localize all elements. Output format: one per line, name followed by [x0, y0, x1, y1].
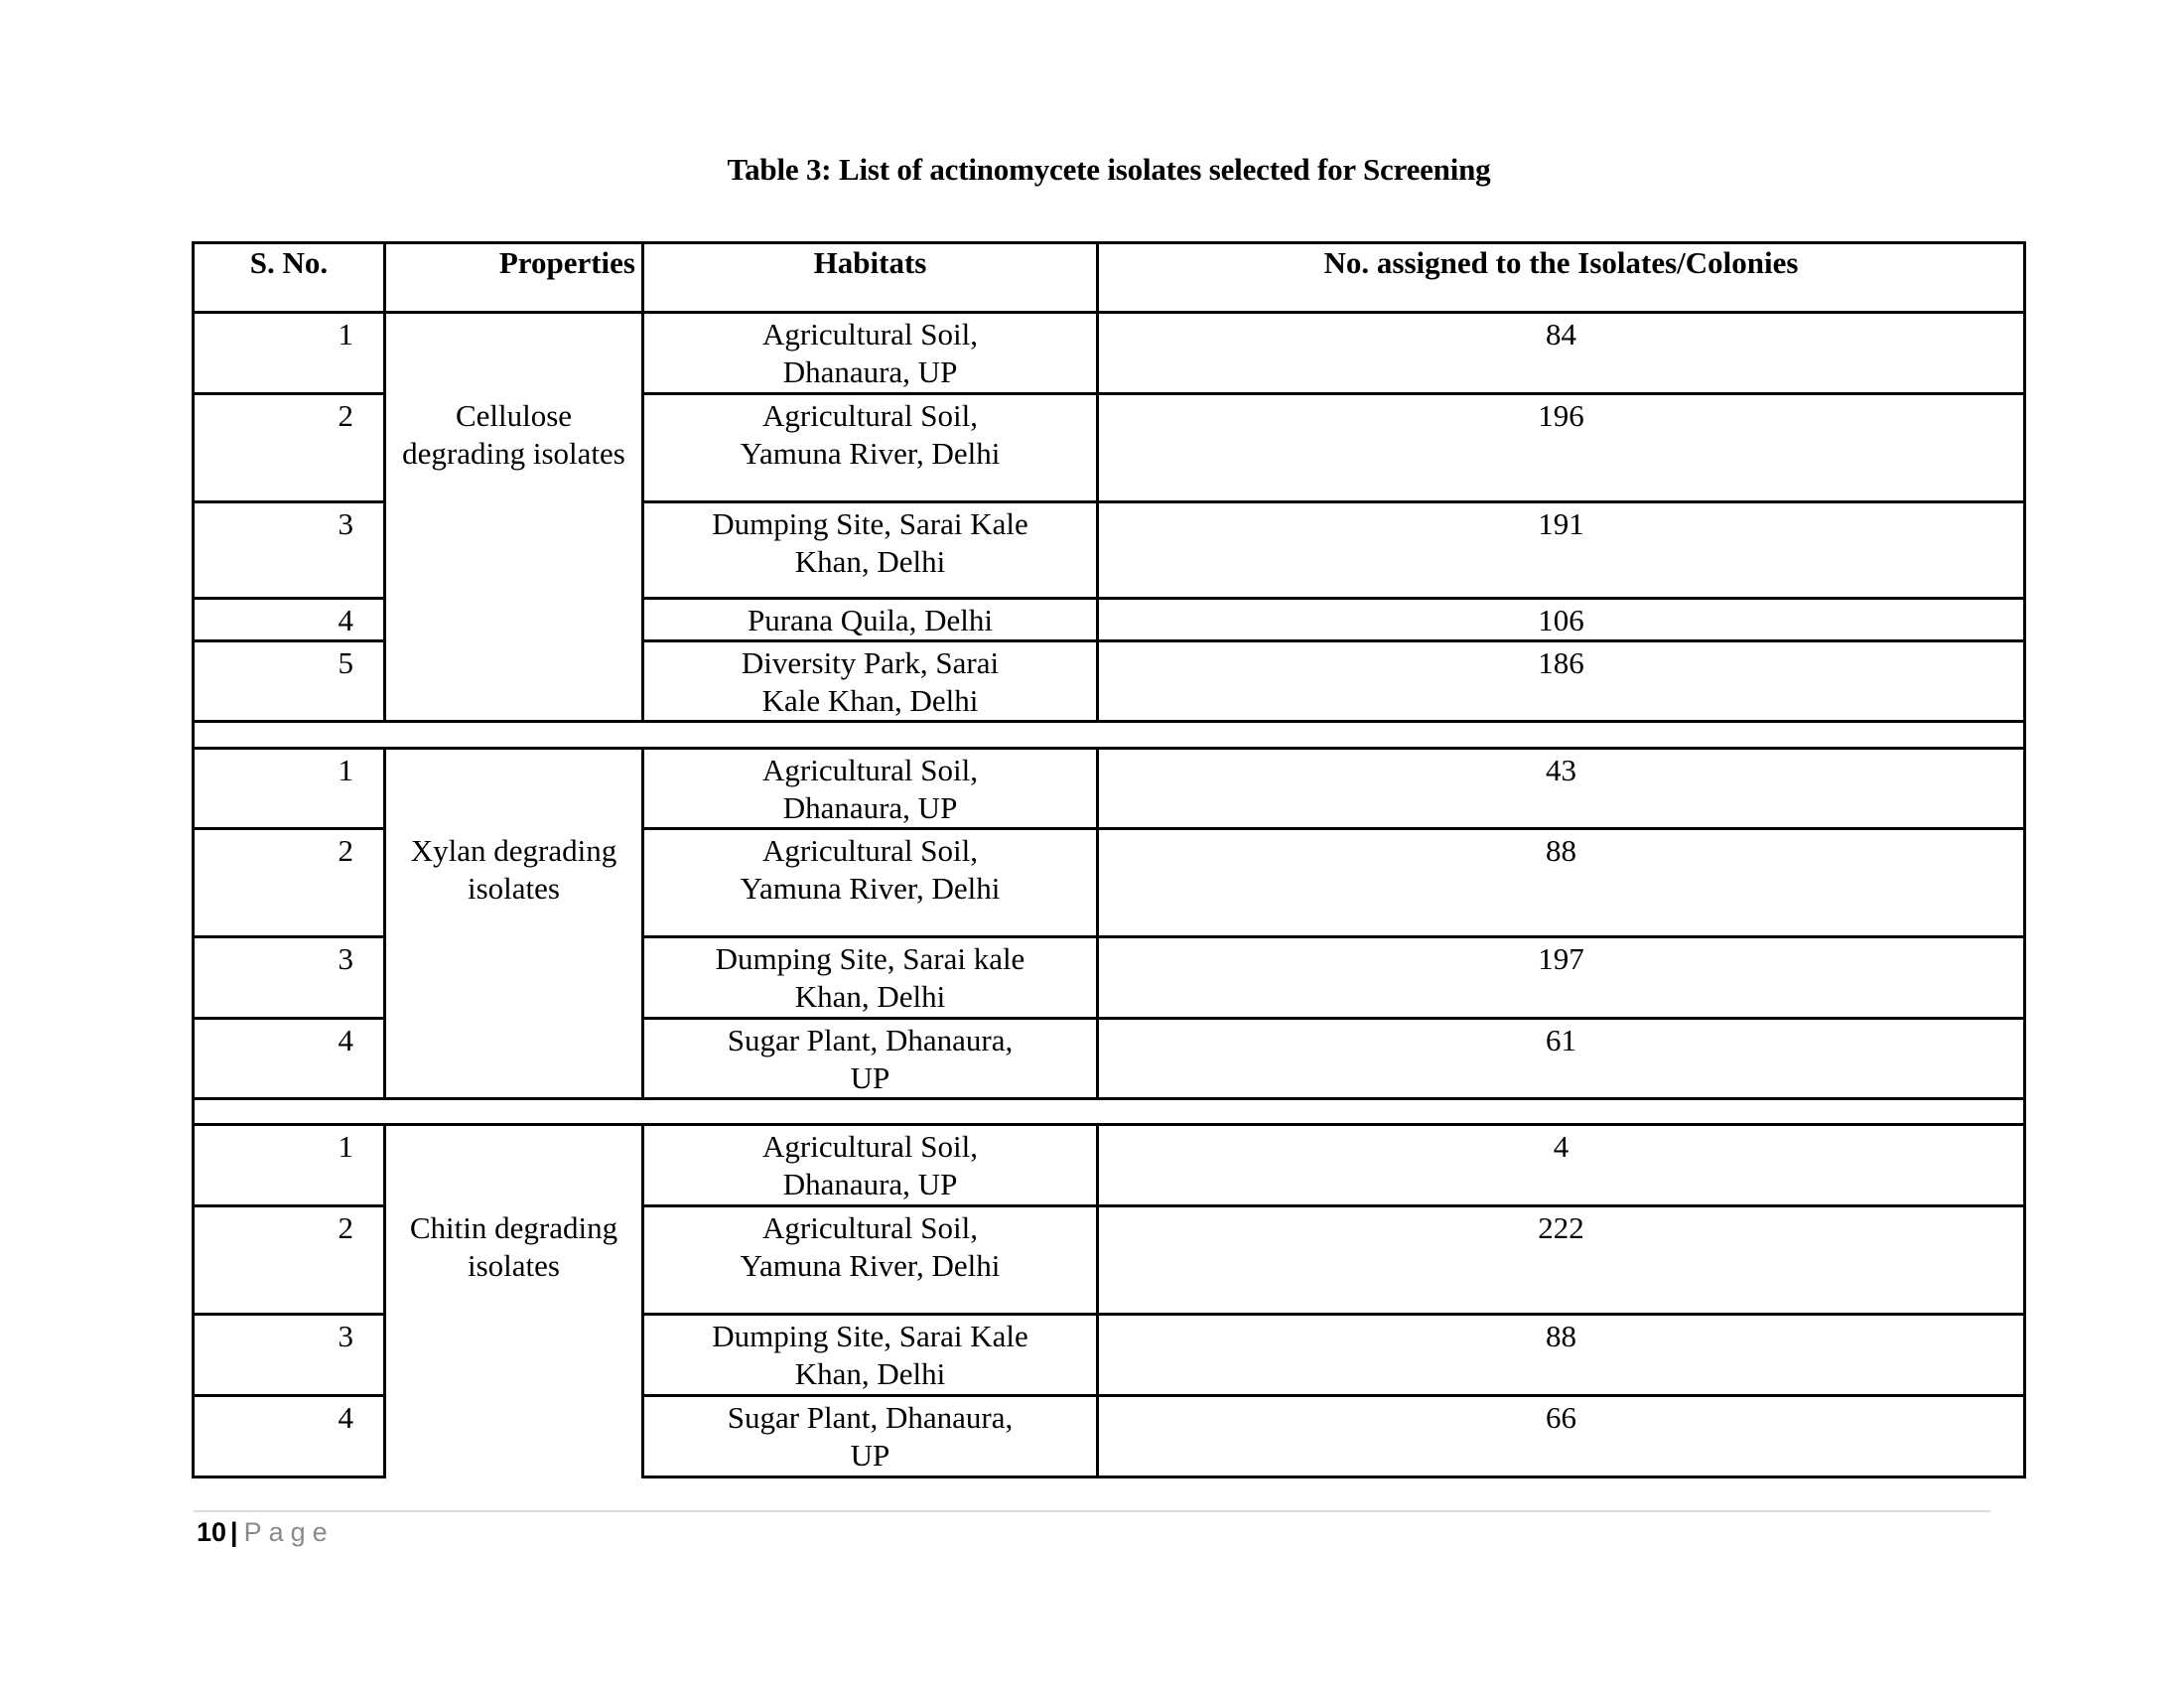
table-border-right: [2023, 311, 2026, 723]
table-border-right: [2023, 720, 2026, 750]
serial-number-cell: 4: [338, 603, 353, 637]
header-properties: Properties: [498, 245, 635, 280]
habitat-line: Sugar Plant, Dhanaura,: [727, 1400, 1014, 1435]
habitat-line: Dumping Site, Sarai Kale: [712, 506, 1028, 541]
row-divider: [192, 639, 386, 642]
row-divider: [641, 500, 2026, 503]
habitat-line: Dhanaura, UP: [782, 790, 958, 825]
row-divider: [192, 720, 386, 723]
habitat-line: Diversity Park, Sarai: [741, 645, 1000, 680]
isolate-number-cell: 84: [1546, 317, 1576, 352]
serial-number-cell: 5: [338, 645, 353, 680]
habitat-line: Purana Quila, Delhi: [747, 603, 994, 637]
header-column-border: [383, 241, 386, 314]
row-divider: [641, 935, 2026, 938]
serial-number-cell: 2: [338, 833, 353, 868]
table-border-right: [2023, 1097, 2026, 1126]
row-divider: [192, 1313, 386, 1316]
isolate-number-cell: 88: [1546, 833, 1576, 868]
isolate-number-cell: 191: [1538, 506, 1584, 541]
property-label-line: Xylan degrading: [410, 833, 617, 868]
header-column-border: [192, 241, 195, 314]
column-border: [383, 311, 386, 723]
row-divider: [192, 827, 386, 830]
row-divider: [641, 827, 2026, 830]
isolate-number-cell: 197: [1538, 941, 1584, 976]
serial-number-cell: 1: [338, 1129, 353, 1164]
row-divider: [641, 1476, 2026, 1478]
habitat-cell: [644, 602, 1096, 639]
property-label-line: Chitin degrading: [409, 1210, 618, 1245]
row-divider: [192, 392, 386, 395]
row-divider: [641, 720, 2026, 723]
isolate-number-cell: 43: [1546, 753, 1576, 787]
spacer-row-divider: [192, 747, 2026, 750]
row-divider: [641, 1017, 2026, 1020]
isolate-number-cell: 222: [1538, 1210, 1584, 1245]
habitat-line: Dumping Site, Sarai Kale: [712, 1319, 1028, 1353]
habitat-line: Agricultural Soil,: [762, 833, 978, 868]
table-border-right: [2023, 1123, 2026, 1478]
row-divider: [641, 639, 2026, 642]
property-label-line: isolates: [468, 1248, 560, 1283]
header-habitats: Habitats: [813, 245, 927, 280]
habitat-cell: [644, 1128, 1096, 1203]
row-divider: [192, 1097, 386, 1100]
header-column-border: [1096, 241, 1099, 314]
isolate-number-cell: 106: [1538, 603, 1584, 637]
serial-number-cell: 1: [338, 317, 353, 352]
property-label-line: Cellulose: [455, 398, 573, 433]
property-cell: [386, 1209, 641, 1285]
footer-divider: [194, 1510, 1990, 1512]
habitat-line: Agricultural Soil,: [762, 1129, 978, 1164]
serial-number-cell: 2: [338, 398, 353, 433]
habitat-line: Agricultural Soil,: [762, 1210, 978, 1245]
row-divider: [641, 1394, 2026, 1397]
page-number: 10: [197, 1517, 227, 1547]
habitat-line: Khan, Delhi: [794, 1356, 946, 1391]
habitat-line: Dumping Site, Sarai kale: [715, 941, 1025, 976]
isolate-number-cell: 61: [1546, 1023, 1576, 1057]
header-column-border: [2023, 241, 2026, 314]
footer-separator: |: [230, 1517, 238, 1547]
habitat-cell: [644, 644, 1096, 720]
isolate-number-cell: 186: [1538, 645, 1584, 680]
habitat-cell: [644, 1399, 1096, 1475]
habitat-line: Yamuna River, Delhi: [740, 871, 1001, 906]
header-column-border: [641, 241, 644, 314]
spacer-row-divider: [192, 1123, 2026, 1126]
habitat-cell: [644, 1318, 1096, 1393]
serial-number-cell: 3: [338, 941, 353, 976]
group-divider: [383, 720, 644, 723]
group-divider: [383, 1097, 644, 1100]
habitat-line: Kale Khan, Delhi: [761, 683, 979, 718]
row-divider: [192, 1017, 386, 1020]
habitat-line: Agricultural Soil,: [762, 398, 978, 433]
habitat-line: Khan, Delhi: [794, 979, 946, 1014]
habitat-cell: [644, 1209, 1096, 1285]
header-divider: [192, 311, 2026, 314]
row-divider: [641, 597, 2026, 600]
table-border-left: [192, 720, 195, 750]
habitat-line: Dhanaura, UP: [782, 1167, 958, 1201]
serial-number-cell: 1: [338, 753, 353, 787]
row-divider: [641, 1313, 2026, 1316]
habitat-line: Dhanaura, UP: [782, 354, 958, 389]
habitat-cell: [644, 397, 1096, 473]
habitat-cell: [644, 832, 1096, 908]
habitat-line: Khan, Delhi: [794, 544, 946, 579]
property-cell: [386, 397, 641, 473]
property-label-line: isolates: [468, 871, 560, 906]
row-divider: [192, 1204, 386, 1207]
table-border-right: [2023, 747, 2026, 1100]
table-border-top: [192, 241, 2026, 244]
serial-number-cell: 4: [338, 1023, 353, 1057]
serial-number-cell: 4: [338, 1400, 353, 1435]
habitat-line: Agricultural Soil,: [762, 753, 978, 787]
serial-number-cell: 3: [338, 506, 353, 541]
row-divider: [192, 1476, 386, 1478]
page-label: Page: [243, 1517, 335, 1547]
page-footer: [197, 1517, 335, 1548]
habitat-cell: [644, 1022, 1096, 1097]
habitat-cell: [644, 316, 1096, 391]
header-sno: S. No.: [249, 245, 329, 280]
habitat-line: Sugar Plant, Dhanaura,: [727, 1023, 1014, 1057]
row-divider: [641, 1097, 2026, 1100]
isolate-number-cell: 196: [1538, 398, 1584, 433]
isolate-number-cell: 88: [1546, 1319, 1576, 1353]
row-divider: [641, 392, 2026, 395]
isolate-number-cell: 4: [1553, 1129, 1570, 1164]
property-label-line: degrading isolates: [402, 436, 625, 471]
column-border: [383, 1123, 386, 1478]
habitat-line: UP: [850, 1438, 890, 1473]
row-divider: [192, 597, 386, 600]
habitat-cell: [644, 752, 1096, 827]
habitat-line: Yamuna River, Delhi: [740, 436, 1001, 471]
habitat-line: UP: [850, 1060, 890, 1095]
habitat-cell: [644, 940, 1096, 1016]
row-divider: [641, 1204, 2026, 1207]
serial-number-cell: 2: [338, 1210, 353, 1245]
header-number: No. assigned to the Isolates/Colonies: [1323, 245, 1799, 280]
row-divider: [192, 500, 386, 503]
table-title: Table 3: List of actinomycete isolates selected for Screening: [727, 152, 1491, 187]
row-divider: [192, 1394, 386, 1397]
column-border: [383, 747, 386, 1100]
habitat-line: Agricultural Soil,: [762, 317, 978, 352]
serial-number-cell: 3: [338, 1319, 353, 1353]
habitat-cell: [644, 505, 1096, 581]
row-divider: [192, 935, 386, 938]
isolate-number-cell: 66: [1546, 1400, 1576, 1435]
habitat-line: Yamuna River, Delhi: [740, 1248, 1001, 1283]
table-border-left: [192, 1097, 195, 1126]
property-cell: [386, 832, 641, 908]
